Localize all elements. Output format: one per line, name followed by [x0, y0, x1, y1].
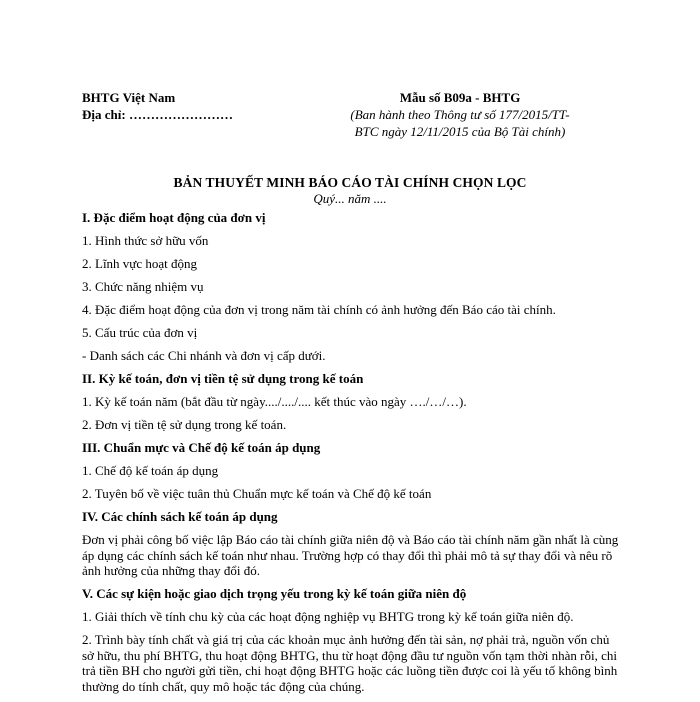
section-3-heading: III. Chuẩn mực và Chế độ kế toán áp dụng: [82, 440, 321, 455]
section-3-item: 2. Tuyên bố về việc tuân thủ Chuẩn mực kế toán và Chế độ kế toán: [82, 486, 432, 501]
section-1-item: 2. Lĩnh vực hoạt động: [82, 256, 198, 271]
section-3-item: 1. Chế độ kế toán áp dụng: [82, 463, 219, 478]
document-period: Quý... năm ....: [313, 191, 387, 206]
org-name: BHTG Việt Nam: [82, 90, 176, 105]
section-1-item: 3. Chức năng nhiệm vụ: [82, 279, 204, 294]
section-1-heading: I. Đặc điểm hoạt động của đơn vị: [82, 210, 266, 225]
section-2-heading: II. Kỳ kế toán, đơn vị tiền tệ sử dụng trong kế toán: [82, 371, 364, 386]
section-1-item: - Danh sách các Chi nhánh và đơn vị cấp dưới.: [82, 348, 326, 363]
section-5-item: 1. Giải thích về tính chu kỳ của các hoạt động nghiệp vụ BHTG trong kỳ kế toán giữa niên độ.: [82, 609, 574, 624]
form-number: Mẫu số B09a - BHTG: [399, 90, 521, 105]
section-1-item: 4. Đặc điểm hoạt động của đơn vị trong năm tài chính có ảnh hưởng đến Báo cáo tài chính.: [82, 302, 556, 317]
section-5-heading: V. Các sự kiện hoặc giao dịch trọng yếu trong kỳ kế toán giữa niên độ: [82, 586, 467, 601]
document-body: [82, 210, 622, 702]
section-5-paragraph: 2. Trình bày tính chất và giá trị của các khoản mục ảnh hưởng đến tài sản, nợ phải trả, nguồn vốn chủ sở hữu, thu phí BHTG, thu hoạt động BHTG, thu từ hoạt động đầu tư nguồn vốn tạm thời nhàn rỗi, chi trả tiền BH cho người gửi tiền, chi hoạt động BHTG hoặc các luồng tiền được coi là yếu tố không bình thường do tính chất, quy mô hoặc tác động của chúng.: [82, 632, 618, 694]
section-1-item: 5. Cấu trúc của đơn vị: [82, 325, 198, 340]
document-title: BẢN THUYẾT MINH BÁO CÁO TÀI CHÍNH CHỌN LỌC: [173, 175, 527, 190]
section-4-paragraph: Đơn vị phải công bố việc lập Báo cáo tài chính giữa niên độ và Báo cáo tài chính năm gần nhất là cùng áp dụng các chính sách kế toán như nhau. Trường hợp có thay đổi thì phải mô tả sự thay đổi và nêu rõ ảnh hưởng của những thay đổi đó.: [82, 532, 619, 578]
section-2-item: 1. Kỳ kế toán năm (bắt đầu từ ngày..../..../.... kết thúc vào ngày …./…/…).: [82, 394, 467, 409]
org-header: [82, 89, 233, 123]
address-label: Địa chỉ: ……………………: [82, 107, 233, 122]
section-2-item: 2. Đơn vị tiền tệ sử dụng trong kế toán.: [82, 417, 287, 432]
issued-line-1: (Ban hành theo Thông tư số 177/2015/TT-: [350, 107, 570, 122]
form-header: [330, 89, 590, 140]
section-1-item: 1. Hình thức sở hữu vốn: [82, 233, 209, 248]
issued-line-2: BTC ngày 12/11/2015 của Bộ Tài chính): [354, 124, 566, 139]
section-4-heading: IV. Các chính sách kế toán áp dụng: [82, 509, 278, 524]
